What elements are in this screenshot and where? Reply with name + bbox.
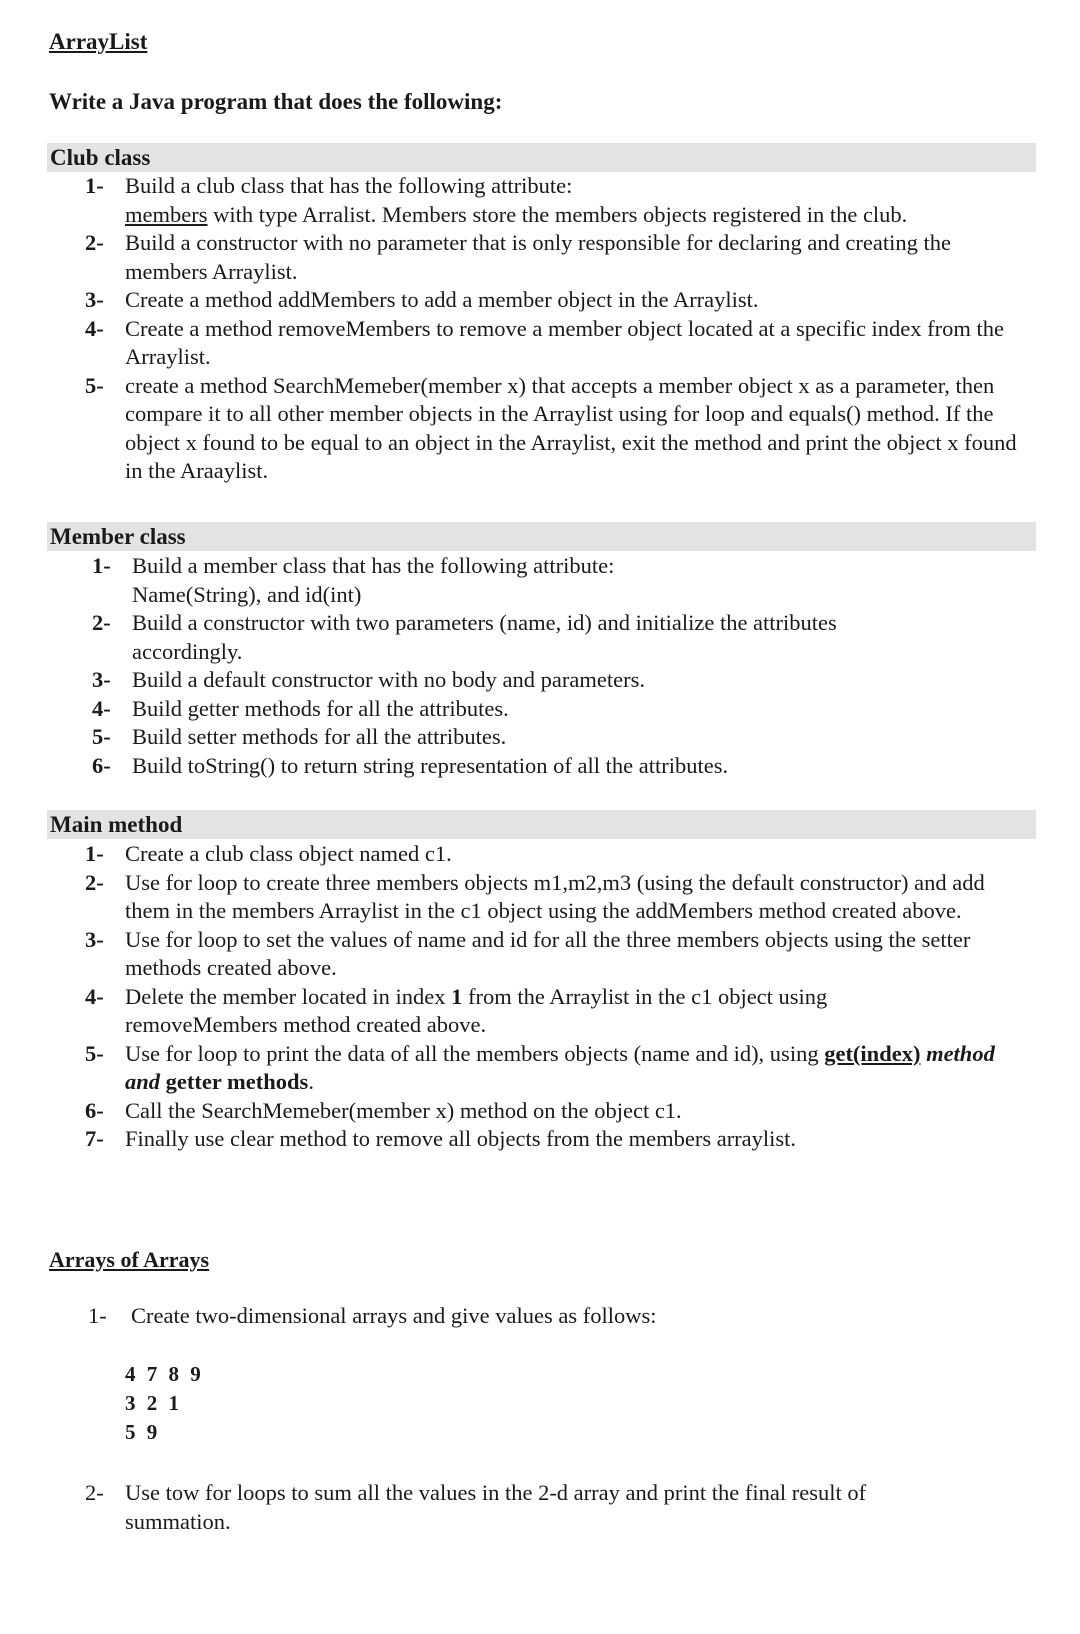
- item-number: 5-: [85, 1040, 104, 1066]
- get-index-term: get(index): [824, 1040, 921, 1066]
- item-text: Create a club class object named c1.: [125, 841, 452, 866]
- list-item: [0, 752, 990, 781]
- list-item: [0, 1040, 1025, 1097]
- item-number: 4-: [92, 695, 111, 721]
- list-item: [0, 1302, 991, 1331]
- item-text: Use tow for loops to sum all the values in the 2-d array and print the final result of summation.: [125, 1480, 867, 1534]
- item-number: 3-: [92, 667, 111, 692]
- item-number: 4-: [85, 315, 104, 341]
- list-item: [0, 723, 990, 752]
- members-attribute: members: [125, 201, 208, 227]
- array-row: 3 2 1: [125, 1391, 182, 1415]
- list-item: [0, 983, 925, 1040]
- list-item: [0, 229, 1015, 286]
- list-item: [0, 315, 1005, 372]
- item-text: Use for loop to create three members objects m1,m2,m3 (using the default constructor) and add them in the members Arraylist in the c1 object using the addMembers method created above.: [125, 869, 985, 923]
- item-number: 6-: [85, 1097, 104, 1123]
- list-item: [0, 286, 990, 315]
- item-text: Build a member class that has the following attribute:: [132, 553, 615, 578]
- list-item: [0, 666, 990, 695]
- item-text: Build a club class that has the following attribute:: [125, 173, 573, 198]
- item-number: 2-: [92, 610, 111, 635]
- item-number: 3-: [85, 926, 104, 952]
- item-text: Build a default constructor with no body and parameters.: [132, 667, 645, 692]
- club-section-title: Club class: [50, 145, 151, 170]
- array-values: [125, 1360, 204, 1447]
- page-title: ArrayList: [49, 29, 148, 54]
- list-item: [0, 372, 1025, 486]
- item-text: Build toString() to return string representation of all the attributes.: [132, 752, 729, 778]
- item-text: Name(String), and id(int): [132, 581, 362, 607]
- list-item: [0, 695, 990, 724]
- list-item: [0, 609, 932, 666]
- club-section-header: [47, 143, 1036, 172]
- list-item: [0, 869, 1015, 926]
- item-text: Build getter methods for all the attributes.: [132, 695, 509, 721]
- main-list: [0, 840, 995, 1154]
- item-text: create a method SearchMemeber(member x) that accepts a member object x as a parameter, then compare it to all other member objects in the Arraylist using for loop and equals() method. If the object x found to be equal to an object in the Arraylist, exit the method and print the object x found in the Araaylist.: [125, 372, 1017, 483]
- item-number: 1-: [85, 841, 104, 866]
- arrays-section-title: Arrays of Arrays: [49, 1247, 210, 1272]
- array-row: 4 7 8 9: [125, 1362, 204, 1386]
- item-text: Call the SearchMemeber(member x) method on the object c1.: [125, 1097, 682, 1123]
- item-text: Create a method addMembers to add a member object in the Arraylist.: [125, 287, 759, 312]
- item-number: 5-: [85, 372, 104, 398]
- array-row: 5 9: [125, 1420, 161, 1444]
- list-item: [0, 581, 990, 610]
- item-number: 6-: [92, 752, 111, 778]
- club-list: [0, 172, 1017, 486]
- page-subtitle: Write a Java program that does the following:: [49, 89, 503, 114]
- list-item: [0, 840, 990, 869]
- item-text: Build a constructor with two parameters (name, id) and initialize the attributes accordingly.: [132, 610, 837, 664]
- list-item: [0, 172, 990, 201]
- item-text: Finally use clear method to remove all objects from the members arraylist.: [125, 1126, 797, 1151]
- list-item: [0, 1479, 965, 1536]
- item-text: Use for loop to print the data of all the members objects (name and id), using get(index) method and getter methods.: [125, 1040, 995, 1094]
- item-number: 7-: [85, 1126, 104, 1151]
- item-number: 1-: [92, 553, 111, 578]
- main-section-title: Main method: [50, 812, 183, 837]
- item-text: Create a method removeMembers to remove a member object located at a specific index from the Arraylist.: [125, 315, 1005, 369]
- main-section-header: [47, 810, 1036, 839]
- item-number: 5-: [92, 724, 111, 749]
- list-item: [0, 1097, 990, 1126]
- item-text: Build setter methods for all the attributes.: [132, 724, 507, 749]
- item-number: 2-: [85, 1480, 104, 1505]
- index-value: 1: [451, 983, 463, 1009]
- item-text: Delete the member located in index 1 from the Arraylist in the c1 object using removeMembers method created above.: [125, 983, 828, 1037]
- item-number: 2-: [85, 230, 104, 255]
- method-and-term: method and: [125, 1040, 995, 1094]
- item-text: Create two-dimensional arrays and give values as follows:: [131, 1303, 657, 1328]
- item-number: 3-: [85, 287, 104, 312]
- item-number: 4-: [85, 983, 104, 1009]
- list-item: [0, 1125, 990, 1154]
- item-text: Build a constructor with no parameter that is only responsible for declaring and creating the members Arraylist.: [125, 230, 951, 284]
- list-item: [0, 201, 990, 230]
- member-section-header: [47, 522, 1036, 551]
- member-section-title: Member class: [50, 524, 186, 549]
- list-item: [0, 552, 990, 581]
- list-item: [0, 926, 1015, 983]
- member-list: [0, 552, 990, 780]
- item-text: members with type Arralist. Members store the members objects registered in the club.: [125, 201, 908, 227]
- item-number: 1-: [85, 173, 104, 198]
- item-text: Use for loop to set the values of name and id for all the three members objects using the setter methods created above.: [125, 926, 971, 980]
- item-number: 2-: [85, 869, 104, 895]
- item-number: 1-: [88, 1303, 107, 1328]
